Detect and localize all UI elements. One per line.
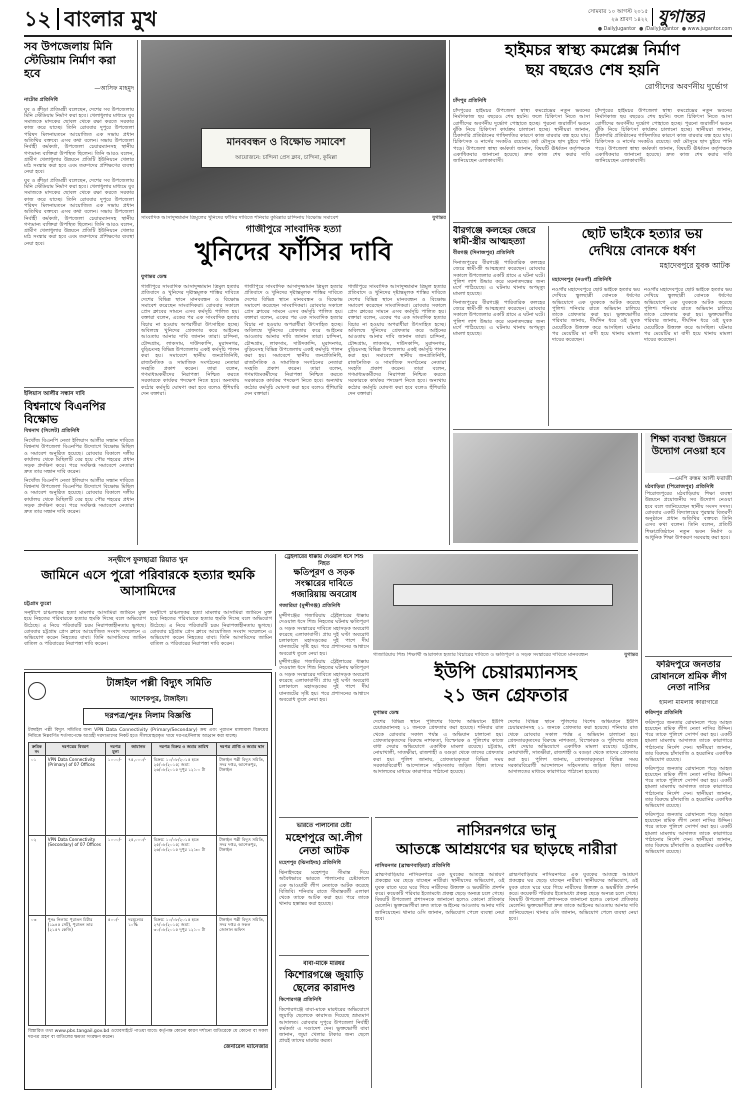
story-bnp-protest xyxy=(24,390,134,548)
story-kishoreganj xyxy=(279,955,369,1088)
education-head-box xyxy=(645,433,732,473)
tender-notice-title: দরপত্র/পুনঃ নিলাম বিজ্ঞপ্তি xyxy=(83,708,213,725)
gazaria-caption xyxy=(373,652,638,659)
nasirnagar-byline: নাসিরনগর (ব্রাহ্মণবাড়িয়া) প্রতিনিধি xyxy=(375,863,450,869)
col-divider-6 xyxy=(275,672,276,1088)
page-number: ১২ xyxy=(24,6,52,31)
faridpur-byline: ফরিদপুর প্রতিনিধি xyxy=(645,709,683,716)
threat-headline: জামিনে এসে পুরো পরিবারকে হত্যার হুমকি আসামিদের xyxy=(41,567,255,598)
table-row xyxy=(29,756,268,836)
hospital-body-col2: চাঁদপুরের হাইমচর উপজেলা স্বাস্থ্য কমপ্লেক্সের নতুন ভবনের নির্মাণকাজ ছয় বছরেও শেষ হয়নি। ফলে চিকিৎসা নিতে আসা রোগীদের অবর্ণনীয় দুর্ভোগ পোহাতে হচ্ছে। পুরনো জরাজীর্ণ ভবনে ঝুঁকি নিয়ে চিকিৎসা কার্যক্রম চালানো হচ্ছে। স্থানীয়রা জানান, ঠিকাদারি প্রতিষ্ঠানের গাফিলতির কারণে কাজ বারবার বন্ধ হয়ে যায়। চিকিৎসক ও নার্সের সংকটও রয়েছে। বর্ষা মৌসুমে ছাদ চুইয়ে পানি পড়ে। উপজেলা স্বাস্থ্য কর্মকর্তা জানান, বিষয়টি ঊর্ধ্বতন কর্তৃপক্ষকে একাধিকবার জানানো হয়েছে। দ্রুত কাজ শেষ করার দাবি জানিয়েছেন এলাকাবাসী। xyxy=(595,108,732,165)
up-headline-2: ২১ জন গ্রেফতার xyxy=(442,685,569,706)
stadium-body-cont: যুব ও ক্রীড়া প্রতিমন্ত্রী বলেছেন, দেশের সব উপজেলায় মিনি স্টেডিয়াম নির্মাণ করা হবে। খেলাধুলার মাধ্যমে যুব সমাজকে মাদকের ছোবল থেকে রক্ষা করতে সরকার কাজ করে যাচ্ছে। তিনি রোববার দুপুরে উপজেলা পরিষদ মিলনায়তনে আয়োজিত এক সভায় প্রধান অতিথির বক্তব্যে এসব কথা বলেন। সভায় উপজেলা নির্বাহী কর্মকর্তা, উপজেলা চেয়ারম্যানসহ স্থানীয় গণ্যমান্য ব্যক্তিরা উপস্থিত ছিলেন। তিনি আরও বলেন, গ্রামীণ খেলাধুলার উন্নয়নে প্রতিটি ইউনিয়নে খেলার মাঠ সংস্কার করা হবে এবং তরুণদের প্রশিক্ষণের ব্যবস্থা নেয়া হবে। xyxy=(24,177,134,247)
gazaria-headline: ক্ষতিপূরণ ও সড়ক সংস্কারের দাবিতে গজারিয়ায় অবরোধ xyxy=(291,568,357,600)
banner-caption-text: সাংবাদিক আসাদুজ্জামান ত্রিমুলের খুনিদের ফাঁসির দাবিতে শনিবার কুমিল্লার চান্দিনায় বিক্ষোভ সমাবেশ xyxy=(141,215,339,221)
nasirnagar-headline-2: আতঙ্কে আশ্রয়ণের ঘর ছাড়ছে নারীরা xyxy=(396,840,617,858)
gazaria-body: মুন্সীগঞ্জের গজারিয়ায় ট্রেইলারের ধাক্কায় দেওয়াল ধসে শিশু নিহতের ঘটনায় ক্ষতিপূরণ ও সড়ক সংস্কারের দাবিতে মহাসড়ক অবরোধ করেছে এলাকাবাসী। প্রায় দুই ঘণ্টা অবরোধ চলাকালে মহাসড়কের দুই পাশে দীর্ঘ যানজটের সৃষ্টি হয়। পরে প্রশাসনের আশ্বাসে অবরোধ তুলে নেয়া হয়। xyxy=(279,613,369,657)
tender-col-description: দরপত্রের বিবরণ xyxy=(45,743,105,756)
story-faridpur xyxy=(645,660,732,1088)
education-byline: মঠবাড়িয়া (পিরোজপুর) প্রতিনিধি xyxy=(645,484,714,490)
stadium-headline: সব উপজেলায় মিনি স্টেডিয়াম নির্মাণ করা হবে xyxy=(24,40,116,80)
hospital-subhead: রোগীদের অবর্ণনীয় দুর্ভোগ xyxy=(644,82,728,91)
banner-cloth xyxy=(201,128,371,168)
table-row xyxy=(29,916,268,1026)
faridpur-body-cont: ফরিদপুরে জনতার রোষানলে পড়ে আহত হয়েছেন শ্রমিক লীগ নেতা নাসির উদ্দিন। পরে তাকে পুলিশে সোপর্দ করা হয়। একটি হামলা মামলায় আদালত তাকে কারাগারে পাঠানোর নির্দেশ দেন। স্থানীয়রা জানান, তার বিরুদ্ধে চাঁদাবাজি ও হয়রানির একাধিক অভিযোগ রয়েছে। xyxy=(645,765,732,810)
table-cell: ১০০০/- xyxy=(105,756,125,836)
bnp-body: নিখোঁজ বিএনপি নেতা ইলিয়াস আলীর সন্ধান দাবিতে বিশ্বনাথ উপজেলা বিএনপির উদ্যোগে বিক্ষোভ মিছিল ও সমাবেশ অনুষ্ঠিত হয়েছে। রোববার বিকালে দলীয় কার্যালয় থেকে মিছিলটি বের হয়ে পৌর শহরের প্রধান সড়ক প্রদক্ষিণ করে। পরে সংক্ষিপ্ত সমাবেশে নেতারা দ্রুত তার সন্ধান দাবি করেন। xyxy=(24,438,134,476)
tender-col-security: জামানত xyxy=(126,743,151,756)
table-cell: ০১ xyxy=(29,756,46,836)
gazaria-byline: গজারিয়া (মুন্সীগঞ্জ) প্রতিনিধি xyxy=(279,603,341,609)
bnp-byline: বিশ্বনাথ (সিলেট) প্রতিনিধি xyxy=(24,428,80,434)
tender-footer: বিস্তারিত তথ্য www.pbs.tangail.gov.bd ওয়েবসাইটে পাওয়া যাবে। কর্তৃপক্ষ কোনো কারণ দর্শানো ব্যতিরেকে যে কোনো বা সকল দরপত্র গ্রহণ বা বাতিলের ক্ষমতা সংরক্ষণ করেন। xyxy=(28,1029,268,1040)
journalist-kicker: গাজীপুরে সাংবাদিক হত্যা xyxy=(245,224,342,235)
hospital-byline: চাঁদপুর প্রতিনিধি xyxy=(453,98,487,104)
masthead xyxy=(24,6,732,34)
table-cell: ৭৫,০০০/- xyxy=(126,756,151,836)
gazaria-body-cont: মুন্সীগঞ্জের গজারিয়ায় ট্রেইলারের ধাক্কায় দেওয়াল ধসে শিশু নিহতের ঘটনায় ক্ষতিপূরণ ও সড়ক সংস্কারের দাবিতে মহাসড়ক অবরোধ করেছে এলাকাবাসী। প্রায় দুই ঘণ্টা অবরোধ চলাকালে মহাসড়কের দুই পাশে দীর্ঘ যানজটের সৃষ্টি হয়। পরে প্রশাসনের আশ্বাসে অবরোধ তুলে নেয়া হয়। xyxy=(279,659,369,703)
tender-col-dates: দরপত্র বিক্রয় ও জমার তারিখ xyxy=(151,743,217,756)
date-line-1: সোমবার ১০ আগস্ট ২০১৫ xyxy=(588,9,648,15)
tender-signatory: জেনারেল ম্যানেজার xyxy=(223,1044,268,1051)
table-cell: ১০০০/- xyxy=(105,836,125,916)
gazaria-banner xyxy=(393,584,613,606)
tender-col-place: দরপত্র প্রাপ্তি ও জমার স্থান xyxy=(217,743,268,756)
col-divider-3 xyxy=(548,226,549,426)
threat-body-col1: সন্দ্বীপে চাঞ্চল্যকর হত্যা মামলার আসামিরা জামিনে মুক্ত হয়ে নিহতের পরিবারকে হত্যার হুমকি দিচ্ছে বলে অভিযোগ উঠেছে। এ নিয়ে পরিবারটি চরম নিরাপত্তাহীনতায় ভুগছে। রোববার চট্টগ্রাম প্রেস ক্লাবে আয়োজিত সংবাদ সম্মেলনে এ অভিযোগ করেন নিহতের বাবা। তিনি আসামিদের জামিন বাতিল ও পরিবারের নিরাপত্তা দাবি করেন। xyxy=(24,610,146,648)
up-byline: যুগান্তর ডেস্ক xyxy=(373,710,399,716)
table-cell: ২৫,০০০/- xyxy=(126,836,151,916)
nasirnagar-headline-1: নাসিরনগরে ভানু xyxy=(457,821,556,839)
table-cell: VPN Data Connectivity (Secondary) of 07 Offices xyxy=(45,836,105,916)
faridpur-headline: ফরিদপুরে জনতার রোষানলে শ্রমিক লীগ নেতা নাসির xyxy=(650,660,727,693)
divider-right-1 xyxy=(453,222,732,223)
masthead-divider xyxy=(57,8,59,30)
date-block xyxy=(538,8,648,24)
biraganj-headline: বীরগঞ্জে কলহের জেরে স্বামী-স্ত্রীর আত্মহত্যা xyxy=(453,226,536,247)
threat-kicker: সন্দ্বীপে ফুলছাত্রা রিয়াত খুন xyxy=(108,556,188,564)
nasirnagar-body-col1: ব্রাহ্মণবাড়িয়ার নাসিরনগরে এক যুবকের আতঙ্কে আশ্রয়ণ প্রকল্পের ঘর ছেড়ে যাচ্ছেন নারীরা। স্থানীয়দের অভিযোগ, ওই যুবক রাতে ঘরে ঘরে গিয়ে নারীদের উত্ত্যক্ত ও ভয়ভীতি প্রদর্শন করে। কয়েকটি পরিবার ইতোমধ্যে প্রকল্প ছেড়ে অন্যত্র চলে গেছে। বিষয়টি উপজেলা প্রশাসনকে জানানো হলেও কোনো প্রতিকার মেলেনি। ভুক্তভোগীরা দ্রুত তাকে আইনের আওতায় আনার দাবি জানিয়েছেন। থানার ওসি জানান, অভিযোগ পেলে ব্যবস্থা নেয়া হবে। xyxy=(375,872,505,923)
table-cell: দরমূল্যের ১০% xyxy=(126,916,151,1026)
faridpur-body: ফরিদপুরে জনতার রোষানলে পড়ে আহত হয়েছেন শ্রমিক লীগ নেতা নাসির উদ্দিন। পরে তাকে পুলিশে সোপর্দ করা হয়। একটি হামলা মামলায় আদালত তাকে কারাগারে পাঠানোর নির্দেশ দেন। স্থানীয়রা জানান, তার বিরুদ্ধে চাঁদাবাজি ও হয়রানির একাধিক অভিযোগ রয়েছে। xyxy=(645,719,732,764)
education-headline: শিক্ষা ব্যবস্থা উন্নয়নে উদ্যোগ নেওয়া হবে xyxy=(650,434,727,457)
journalist-byline: যুগান্তর ডেস্ক xyxy=(141,274,167,280)
tender-col-price: দরপত্র মূল্য xyxy=(105,743,125,756)
table-cell: বিক্রয়: ১০/০৮/২০১৫ হতে ২৫/০৮/২০১৫; জমা: ২৬/০৮/২০১৫ দুপুর ১২:৩০ টা xyxy=(151,836,217,916)
divider-nasirnagar xyxy=(375,817,638,818)
banner-line-1: মানববন্ধন ও বিক্ষোভ সমাবেশ xyxy=(226,137,346,148)
stadium-byline: নাটোর প্রতিনিধি xyxy=(24,96,58,103)
tender-org-address: আশেকপুর, টাঙ্গাইল। xyxy=(130,695,188,703)
section-title: বাংলার মুখ xyxy=(64,6,157,31)
brother-body-col2: নওগাঁর মহাদেবপুরে ছোট ভাইকে হত্যার ভয় দেখিয়ে স্কুলছাত্রী বোনকে ধর্ষণের অভিযোগে এক যুবককে আটক করেছে পুলিশ। শনিবার রাতে অভিযান চালিয়ে তাকে গ্রেফতার করা হয়। ভুক্তভোগীর পরিবার জানায়, দীর্ঘদিন ধরে ওই যুবক মেয়েটিকে উত্ত্যক্ত করে আসছিল। ঘটনার পর মেয়েটির মা বাদী হয়ে থানায় মামলা দায়ের করেছেন। xyxy=(644,287,732,344)
threat-byline: চট্টগ্রাম ব্যুরো xyxy=(24,601,51,607)
story-education xyxy=(645,433,732,653)
col-divider-5 xyxy=(275,554,276,666)
divider-right-3 xyxy=(645,656,732,657)
social-website[interactable]: www.jugantor.com xyxy=(687,27,732,32)
up-headline-1: ইউপি চেয়ারম্যানসহ xyxy=(434,662,577,683)
divider-left-2 xyxy=(24,669,272,670)
story-hospital xyxy=(453,40,732,218)
table-cell: ০৩ xyxy=(29,916,46,1026)
tender-table xyxy=(28,742,268,1026)
story-gazaria xyxy=(279,554,369,814)
gazaria-kicker: ট্রেইলারের ধাক্কায় দেওয়াল ধসে শিশু নিহত xyxy=(284,554,364,567)
kishoreganj-body: কিশোরগঞ্জে বাবা-মাকে মারধরের অভিযোগে জুয়াড়ি ছেলেকে কারাদণ্ড দিয়েছে ভ্রাম্যমাণ আদালত। রোববার দুপুরে উপজেলা নির্বাহী কর্মকর্তা এ দণ্ডাদেশ দেন। ভুক্তভোগী বাবা জানান, জুয়া খেলার টাকার জন্য ছেলে প্রায়ই তাদের মারধর করত। xyxy=(279,1007,369,1045)
threat-body-col2: সন্দ্বীপে চাঞ্চল্যকর হত্যা মামলার আসামিরা জামিনে মুক্ত হয়ে নিহতের পরিবারকে হত্যার হুমকি দিচ্ছে বলে অভিযোগ উঠেছে। এ নিয়ে পরিবারটি চরম নিরাপত্তাহীনতায় ভুগছে। রোববার চট্টগ্রাম প্রেস ক্লাবে আয়োজিত সংবাদ সম্মেলনে এ অভিযোগ করেন নিহতের বাবা। তিনি আসামিদের জামিন বাতিল ও পরিবারের নিরাপত্তা দাবি করেন। xyxy=(150,610,272,648)
journalist-body-col2: গাজীপুরে সাংবাদিক আসাদুজ্জামান ত্রিমুল হত্যার প্রতিবাদে ও খুনিদের দৃষ্টান্তমূলক শাস্তির দাবিতে দেশের বিভিন্ন স্থানে মানববন্ধন ও বিক্ষোভ সমাবেশ করেছেন সাংবাদিকরা। রোববার সকালে প্রেস ক্লাবের সামনে এসব কর্মসূচি পালিত হয়। বক্তারা বলেন, একের পর এক সাংবাদিক হত্যার বিচার না হওয়ায় অপরাধীরা উৎসাহিত হচ্ছে। অবিলম্বে খুনিদের গ্রেফতার করে আইনের আওতায় আনার দাবি জানান তারা। চান্দিনা, চৌদ্দগ্রাম, লাকসাম, দাউদকান্দি, মুরাদনগর, বুড়িচংসহ বিভিন্ন উপজেলায় একই কর্মসূচি পালন করা হয়। সমাবেশে স্থানীয় জনপ্রতিনিধি, রাজনৈতিক ও সামাজিক সংগঠনের নেতারা সংহতি প্রকাশ করেন। তারা বলেন, গণমাধ্যমকর্মীদের নিরাপত্তা নিশ্চিত করতে সরকারকে কার্যকর পদক্ষেপ নিতে হবে। অন্যথায় কঠোর কর্মসূচি ঘোষণা করা হবে বলেও হুঁশিয়ারি দেন বক্তারা। xyxy=(244,284,343,398)
col-divider-2 xyxy=(449,40,450,545)
up-body-col1: দেশের বিভিন্ন স্থানে পুলিশের বিশেষ অভিযানে ইউপি চেয়ারম্যানসহ ২১ জনকে গ্রেফতার করা হয়েছে। শনিবার রাত থেকে রোববার সকাল পর্যন্ত এ অভিযান চালানো হয়। গ্রেফতারকৃতদের বিরুদ্ধে নাশকতা, বিস্ফোরক ও পুলিশের কাজে বাধা দেয়ার অভিযোগে একাধিক মামলা রয়েছে। চট্টগ্রাম, নোয়াখালী, সাতক্ষীরা, রাজশাহী ও বগুড়া থেকে তাদের গ্রেফতার করা হয়। পুলিশ জানায়, গ্রেফতারকৃতরা বিভিন্ন সময় সরকারবিরোধী আন্দোলনে সহিংসতায় জড়িত ছিল। তাদের আদালতের মাধ্যমে কারাগারে পাঠানো হয়েছে। xyxy=(373,719,504,776)
story-journalist xyxy=(141,224,446,546)
table-cell: বিক্রয়: ১০/০৮/২০১৫ হতে ২৫/০৮/২০১৫; জমা: ২৬/০৮/২০১৫ দুপুর ১২:০০ টা xyxy=(151,756,217,836)
date-line-2: ২৬ শ্রাবণ ১৪২২ xyxy=(611,17,648,23)
journalist-body-col1: গাজীপুরে সাংবাদিক আসাদুজ্জামান ত্রিমুল হত্যার প্রতিবাদে ও খুনিদের দৃষ্টান্তমূলক শাস্তির দাবিতে দেশের বিভিন্ন স্থানে মানববন্ধন ও বিক্ষোভ সমাবেশ করেছেন সাংবাদিকরা। রোববার সকালে প্রেস ক্লাবের সামনে এসব কর্মসূচি পালিত হয়। বক্তারা বলেন, একের পর এক সাংবাদিক হত্যার বিচার না হওয়ায় অপরাধীরা উৎসাহিত হচ্ছে। অবিলম্বে খুনিদের গ্রেফতার করে আইনের আওতায় আনার দাবি জানান তারা। চান্দিনা, চৌদ্দগ্রাম, লাকসাম, দাউদকান্দি, মুরাদনগর, বুড়িচংসহ বিভিন্ন উপজেলায় একই কর্মসূচি পালন করা হয়। সমাবেশে স্থানীয় জনপ্রতিনিধি, রাজনৈতিক ও সামাজিক সংগঠনের নেতারা সংহতি প্রকাশ করেন। তারা বলেন, গণমাধ্যমকর্মীদের নিরাপত্তা নিশ্চিত করতে সরকারকে কার্যকর পদক্ষেপ নিতে হবে। অন্যথায় কঠোর কর্মসূচি ঘোষণা করা হবে বলেও হুঁশিয়ারি দেন বক্তারা। xyxy=(141,284,240,398)
table-cell: টাঙ্গাইল পল্লী বিদ্যুৎ সমিতি, সদর দপ্তর, আশেকপুর, টাঙ্গাইল xyxy=(217,836,268,916)
tender-org-name: টাঙ্গাইল পল্লী বিদ্যুৎ সমিতি xyxy=(106,678,212,689)
table-cell: ৫০০/- xyxy=(105,916,125,1026)
education-reporter: —এমপি রুস্তম আলী ফরাজী xyxy=(669,476,732,482)
nasirnagar-body-col2: ব্রাহ্মণবাড়িয়ার নাসিরনগরে এক যুবকের আতঙ্কে আশ্রয়ণ প্রকল্পের ঘর ছেড়ে যাচ্ছেন নারীরা। স্থানীয়দের অভিযোগ, ওই যুবক রাতে ঘরে ঘরে গিয়ে নারীদের উত্ত্যক্ত ও ভয়ভীতি প্রদর্শন করে। কয়েকটি পরিবার ইতোমধ্যে প্রকল্প ছেড়ে অন্যত্র চলে গেছে। বিষয়টি উপজেলা প্রশাসনকে জানানো হলেও কোনো প্রতিকার মেলেনি। ভুক্তভোগীরা দ্রুত তাকে আইনের আওতায় আনার দাবি জানিয়েছেন। থানার ওসি জানান, অভিযোগ পেলে ব্যবস্থা নেয়া হবে। xyxy=(508,872,638,923)
story-threat xyxy=(24,554,272,666)
globe-icon: ● xyxy=(681,27,688,32)
paper-logo: যুগান্তর xyxy=(658,7,705,27)
divider-mid-1 xyxy=(24,550,638,551)
tender-logo-icon xyxy=(28,682,46,700)
banner-photo xyxy=(141,40,446,213)
gazaria-credit: যুগান্তর xyxy=(624,652,638,658)
hospital-headline-2: ছয় বছরেও শেষ হয়নি xyxy=(525,60,660,79)
biraganj-body-cont: দিনাজপুরের বীরগঞ্জে পারিবারিক কলহের জেরে স্বামী-স্ত্রী আত্মহত্যা করেছেন। রোববার সকালে উপজেলার একটি গ্রামে এ ঘটনা ঘটে। পুলিশ লাশ উদ্ধার করে ময়নাতদন্তের জন্য মর্গে পাঠিয়েছে। এ ঘটনায় থানায় অপমৃত্যু মামলা হয়েছে। xyxy=(453,299,545,338)
col-divider-7 xyxy=(371,817,372,1088)
up-body-col2: দেশের বিভিন্ন স্থানে পুলিশের বিশেষ অভিযানে ইউপি চেয়ারম্যানসহ ২১ জনকে গ্রেফতার করা হয়েছে। শনিবার রাত থেকে রোববার সকাল পর্যন্ত এ অভিযান চালানো হয়। গ্রেফতারকৃতদের বিরুদ্ধে নাশকতা, বিস্ফোরক ও পুলিশের কাজে বাধা দেয়ার অভিযোগে একাধিক মামলা রয়েছে। চট্টগ্রাম, নোয়াখালী, সাতক্ষীরা, রাজশাহী ও বগুড়া থেকে তাদের গ্রেফতার করা হয়। পুলিশ জানায়, গ্রেফতারকৃতরা বিভিন্ন সময় সরকারবিরোধী আন্দোলনে সহিংসতায় জড়িত ছিল। তাদের আদালতের মাধ্যমে কারাগারে পাঠানো হয়েছে। xyxy=(507,719,638,776)
banner-line-2: আয়োজনে: চান্দিনা প্রেস ক্লাব, চান্দিনা, কুমিল্লা xyxy=(235,155,337,161)
twitter-icon: ● xyxy=(597,27,604,32)
facebook-icon: ● xyxy=(639,27,645,32)
table-cell: পুনঃ নিলাম: পুরাতন মিটার (১৯৪৫ সেট), পুরাতন তার (২১৫৭ কেজি) xyxy=(45,916,105,1026)
tender-intro: টাঙ্গাইল পল্লী বিদ্যুৎ সমিতির জন্য VPN Data Connectivity (Primary/Secondary) ক্রয় এবং পুরাতন মালামাল বিক্রয়ের নিমিত্তে নিম্নবর্ণিত শর্তসাপেক্ষে আগ্রহী দরদাতাদের নিকট হতে সীলমোহরকৃত খামে দরপত্র/নিলাম আহ্বান করা যাচ্ছে। xyxy=(28,728,268,739)
table-cell: ০২ xyxy=(29,836,46,916)
table-cell: VPN Data Connectivity (Primary) of 07 Offices xyxy=(45,756,105,836)
journalist-headline: খুনিদের ফাঁসির দাবি xyxy=(194,237,393,266)
story-biraganj xyxy=(453,226,545,426)
banner-credit: যুগান্তর xyxy=(432,215,446,221)
story-mahespur xyxy=(279,817,369,952)
hospital-body-col1: চাঁদপুরের হাইমচর উপজেলা স্বাস্থ্য কমপ্লেক্সের নতুন ভবনের নির্মাণকাজ ছয় বছরেও শেষ হয়নি। ফলে চিকিৎসা নিতে আসা রোগীদের অবর্ণনীয় দুর্ভোগ পোহাতে হচ্ছে। পুরনো জরাজীর্ণ ভবনে ঝুঁকি নিয়ে চিকিৎসা কার্যক্রম চালানো হচ্ছে। স্থানীয়রা জানান, ঠিকাদারি প্রতিষ্ঠানের গাফিলতির কারণে কাজ বারবার বন্ধ হয়ে যায়। চিকিৎসক ও নার্সের সংকটও রয়েছে। বর্ষা মৌসুমে ছাদ চুইয়ে পানি পড়ে। উপজেলা স্বাস্থ্য কর্মকর্তা জানান, বিষয়টি ঊর্ধ্বতন কর্তৃপক্ষকে একাধিকবার জানানো হয়েছে। দ্রুত কাজ শেষ করার দাবি জানিয়েছেন এলাকাবাসী। xyxy=(453,108,590,165)
table-cell: টাঙ্গাইল পল্লী বিদ্যুৎ সমিতি, সদর দপ্তর, আশেকপুর, টাঙ্গাইল xyxy=(217,756,268,836)
stadium-body: যুব ও ক্রীড়া প্রতিমন্ত্রী বলেছেন, দেশের সব উপজেলায় মিনি স্টেডিয়াম নির্মাণ করা হবে। খেলাধুলার মাধ্যমে যুব সমাজকে মাদকের ছোবল থেকে রক্ষা করতে সরকার কাজ করে যাচ্ছে। তিনি রোববার দুপুরে উপজেলা পরিষদ মিলনায়তনে আয়োজিত এক সভায় প্রধান অতিথির বক্তব্যে এসব কথা বলেন। সভায় উপজেলা নির্বাহী কর্মকর্তা, উপজেলা চেয়ারম্যানসহ স্থানীয় গণ্যমান্য ব্যক্তিরা উপস্থিত ছিলেন। তিনি আরও বলেন, গ্রামীণ খেলাধুলার উন্নয়নে প্রতিটি ইউনিয়নে খেলার মাঠ সংস্কার করা হবে এবং তরুণদের প্রশিক্ষণের ব্যবস্থা নেয়া হবে। xyxy=(24,106,134,176)
faridpur-body-cont2: ফরিদপুরে জনতার রোষানলে পড়ে আহত হয়েছেন শ্রমিক লীগ নেতা নাসির উদ্দিন। পরে তাকে পুলিশে সোপর্দ করা হয়। একটি হামলা মামলায় আদালত তাকে কারাগারে পাঠানোর নির্দেশ দেন। স্থানীয়রা জানান, তার বিরুদ্ধে চাঁদাবাজি ও হয়রানির একাধিক অভিযোগ রয়েছে। xyxy=(645,811,732,856)
mahespur-body: ঝিনাইদহের মহেশপুর সীমান্ত দিয়ে অবৈধভাবে ভারতে পালানোর চেষ্টাকালে এক আওয়ামী লীগ নেতাকে আটক করেছে বিজিবি। শনিবার রাতে সীমান্তবর্তী এলাকা থেকে তাকে আটক করা হয়। পরে তাকে থানায় হস্তান্তর করা হয়েছে। xyxy=(279,870,369,908)
stadium-reporter: —আসিফ মাহমুদ xyxy=(94,84,134,92)
bnp-body-cont: নিখোঁজ বিএনপি নেতা ইলিয়াস আলীর সন্ধান দাবিতে বিশ্বনাথ উপজেলা বিএনপির উদ্যোগে বিক্ষোভ মিছিল ও সমাবেশ অনুষ্ঠিত হয়েছে। রোববার বিকালে দলীয় কার্যালয় থেকে মিছিলটি বের হয়ে পৌর শহরের প্রধান সড়ক প্রদক্ষিণ করে। পরে সংক্ষিপ্ত সমাবেশে নেতারা দ্রুত তার সন্ধান দাবি করেন। xyxy=(24,477,134,516)
brother-subhead: মহাদেবপুরে যুবক আটক xyxy=(659,261,730,270)
gazaria-photo xyxy=(373,554,638,650)
story-up-chairman xyxy=(373,661,638,811)
kishoreganj-byline: কিশোরগঞ্জ প্রতিনিধি xyxy=(279,997,322,1003)
mahespur-byline: মহেশপুর (ঝিনাইদহ) প্রতিনিধি xyxy=(279,860,341,866)
story-brother xyxy=(552,226,732,426)
gazaria-caption-text: গাজারিয়ায় শিশু শিক্ষার্থী আরাফাত হত্যার বিচারের দাবিতে ও ক্ষতিপূরণ ও সড়ক সংস্কারের দাবিতে মানববন্ধন xyxy=(373,652,588,658)
brother-headline-2: দেখিয়ে বোনকে ধর্ষণ xyxy=(588,244,696,259)
kishoreganj-headline: কিশোরগঞ্জে জুয়াড়ি ছেলের কারাদণ্ড xyxy=(284,970,364,994)
divider-kishoreganj xyxy=(279,955,369,956)
banner-caption xyxy=(141,215,446,222)
divider-right-2 xyxy=(453,429,732,430)
masthead-rule xyxy=(24,35,732,37)
journalist-body-col3: গাজীপুরে সাংবাদিক আসাদুজ্জামান ত্রিমুল হত্যার প্রতিবাদে ও খুনিদের দৃষ্টান্তমূলক শাস্তির দাবিতে দেশের বিভিন্ন স্থানে মানববন্ধন ও বিক্ষোভ সমাবেশ করেছেন সাংবাদিকরা। রোববার সকালে প্রেস ক্লাবের সামনে এসব কর্মসূচি পালিত হয়। বক্তারা বলেন, একের পর এক সাংবাদিক হত্যার বিচার না হওয়ায় অপরাধীরা উৎসাহিত হচ্ছে। অবিলম্বে খুনিদের গ্রেফতার করে আইনের আওতায় আনার দাবি জানান তারা। চান্দিনা, চৌদ্দগ্রাম, লাকসাম, দাউদকান্দি, মুরাদনগর, বুড়িচংসহ বিভিন্ন উপজেলায় একই কর্মসূচি পালন করা হয়। সমাবেশে স্থানীয় জনপ্রতিনিধি, রাজনৈতিক ও সামাজিক সংগঠনের নেতারা সংহতি প্রকাশ করেন। তারা বলেন, গণমাধ্যমকর্মীদের নিরাপত্তা নিশ্চিত করতে সরকারকে কার্যকর পদক্ষেপ নিতে হবে। অন্যথায় কঠোর কর্মসূচি ঘোষণা করা হবে বলেও হুঁশিয়ারি দেন বক্তারা। xyxy=(347,284,446,398)
social-bar xyxy=(524,26,732,34)
story-stadium xyxy=(24,40,134,352)
mahespur-headline: মহেশপুরে আ.লীগ নেতা আটক xyxy=(285,832,363,857)
bnp-headline: বিশ্বনাথে বিএনপির বিক্ষোভ xyxy=(24,400,106,426)
tender-col-serial: ক্রমিক নং xyxy=(29,743,46,756)
tender-notice xyxy=(24,672,272,1090)
kishoreganj-kicker: বাবা-মাকে মারধর xyxy=(303,960,345,967)
hospital-headline-1: হাইমচর স্বাস্থ্য কমপ্লেক্স নির্মাণ xyxy=(505,40,680,59)
table-cell: বিক্রয়: ১০/০৮/২০১৫ হতে ২৭/০৮/২০১৫; জমা: ৩০/০৮/২০১৫ দুপুর ১২:০০ টা xyxy=(151,916,217,1026)
faridpur-subhead: হামলা মামলায় কারাগারে xyxy=(659,698,718,706)
social-twitter[interactable]: DailyJugantor xyxy=(603,27,637,32)
education-body: পিরোজপুরের মঠবাড়িয়ায় শিক্ষা ব্যবস্থা উন্নয়নে প্রয়োজনীয় সব উদ্যোগ নেওয়া হবে বলে জানিয়েছেন স্থানীয় সংসদ সদস্য। রোববার একটি বিদ্যালয়ের পুরস্কার বিতরণী অনুষ্ঠানে প্রধান অতিথির বক্তব্যে তিনি এসব কথা বলেন। তিনি বলেন, প্রতিটি শিক্ষাপ্রতিষ্ঠানে নতুন ভবন নির্মাণ ও আধুনিক শিক্ষা উপকরণ সরবরাহ করা হবে। xyxy=(645,491,732,542)
brother-byline: মহাদেবপুর (নওগাঁ) প্রতিনিধি xyxy=(552,277,612,283)
masthead-divider-2 xyxy=(652,8,653,26)
divider-left-1 xyxy=(24,387,134,388)
col-divider-4 xyxy=(641,433,642,1088)
table-row xyxy=(29,836,268,916)
divider-mahespur xyxy=(279,817,369,818)
col-divider-1 xyxy=(137,40,138,545)
bnp-kicker: ইলিয়াস আলীর সন্ধান দাবি xyxy=(24,391,85,397)
story-nasirnagar xyxy=(375,817,638,1088)
biraganj-photo xyxy=(453,433,638,543)
mahespur-kicker: ভারতে পালানোর চেষ্টা xyxy=(296,822,352,829)
brother-body-col1: নওগাঁর মহাদেবপুরে ছোট ভাইকে হত্যার ভয় দেখিয়ে স্কুলছাত্রী বোনকে ধর্ষণের অভিযোগে এক যুবককে আটক করেছে পুলিশ। শনিবার রাতে অভিযান চালিয়ে তাকে গ্রেফতার করা হয়। ভুক্তভোগীর পরিবার জানায়, দীর্ঘদিন ধরে ওই যুবক মেয়েটিকে উত্ত্যক্ত করে আসছিল। ঘটনার পর মেয়েটির মা বাদী হয়ে থানায় মামলা দায়ের করেছেন। xyxy=(552,287,640,344)
brother-headline-1: ছোট ভাইকে হত্যার ভয় xyxy=(581,227,703,242)
biraganj-byline: বীরগঞ্জ (দিনাজপুর) প্রতিনিধি xyxy=(453,250,515,256)
biraganj-body: দিনাজপুরের বীরগঞ্জে পারিবারিক কলহের জেরে স্বামী-স্ত্রী আত্মহত্যা করেছেন। রোববার সকালে উপজেলার একটি গ্রামে এ ঘটনা ঘটে। পুলিশ লাশ উদ্ধার করে ময়নাতদন্তের জন্য মর্গে পাঠিয়েছে। এ ঘটনায় থানায় অপমৃত্যু মামলা হয়েছে। xyxy=(453,260,545,298)
table-cell: টাঙ্গাইল পল্লী বিদ্যুৎ সমিতি, সদর দপ্তর ও সকল জোনাল অফিস xyxy=(217,916,268,1026)
social-facebook[interactable]: /DailyJugantor xyxy=(644,27,679,32)
